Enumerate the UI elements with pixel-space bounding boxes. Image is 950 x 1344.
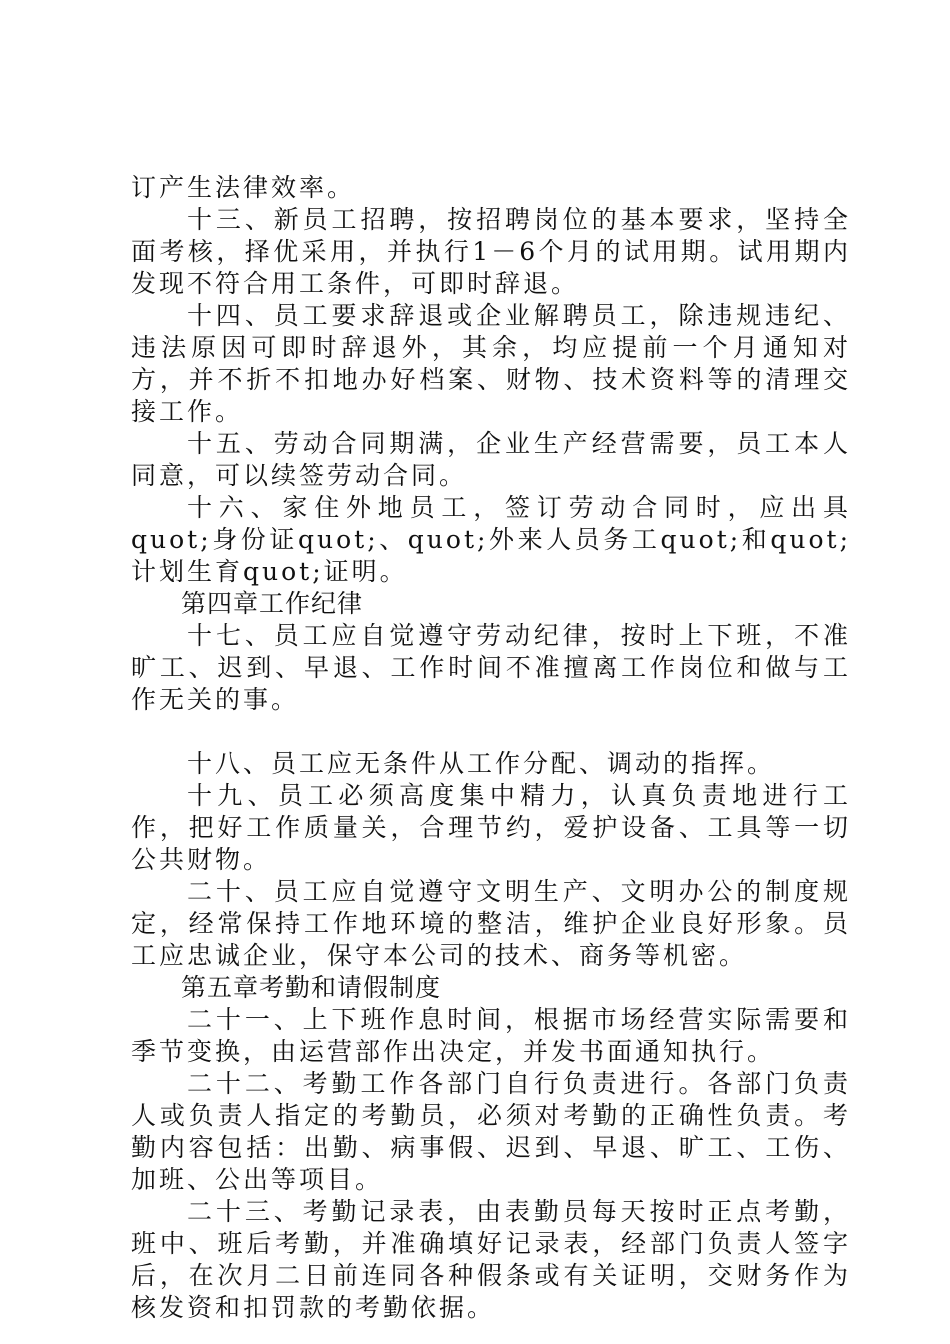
- article-22: 二十二、考勤工作各部门自行负责进行。各部门负责人或负责人指定的考勤员，必须对考勤的正确性负责。考勤内容包括：出勤、病事假、迟到、早退、旷工、工伤、加班、公出等项目。: [131, 1069, 851, 1194]
- article-23: 二十三、考勤记录表，由表勤员每天按时正点考勤，班中、班后考勤，并准确填好记录表，经部门负责人签字后，在次月二日前连同各种假条或有关证明，交财务作为核发资和扣罚款的考勤依据。: [131, 1197, 851, 1322]
- article-19: 十九、员工必须高度集中精力，认真负责地进行工作，把好工作质量关，合理节约，爱护设备、工具等一切公共财物。: [131, 781, 851, 874]
- article-21: 二十一、上下班作息时间，根据市场经营实际需要和季节变换，由运营部作出决定，并发书面通知执行。: [131, 1005, 851, 1066]
- article-15: 十五、劳动合同期满，企业生产经营需要，员工本人同意，可以续签劳动合同。: [131, 429, 851, 490]
- document-body: [131, 172, 851, 1324]
- article-17: 十七、员工应自觉遵守劳动纪律，按时上下班，不准旷工、迟到、早退、工作时间不准擅离工作岗位和做与工作无关的事。: [131, 621, 851, 714]
- chapter-5-heading: 第五章考勤和请假制度: [181, 973, 442, 1002]
- article-16: 十六、家住外地员工，签订劳动合同时，应出具quot;身份证quot;、quot;外来人员务工quot;和quot;计划生育quot;证明。: [131, 493, 851, 586]
- article-18: 十八、员工应无条件从工作分配、调动的指挥。: [187, 749, 776, 778]
- article-20: 二十、员工应自觉遵守文明生产、文明办公的制度规定，经常保持工作地环境的整洁，维护企业良好形象。员工应忠诚企业，保守本公司的技术、商务等机密。: [131, 877, 851, 970]
- article-13: 十三、新员工招聘，按招聘岗位的基本要求，坚持全面考核，择优采用，并执行1－6个月的试用期。试用期内发现不符合用工条件，可即时辞退。: [131, 205, 851, 298]
- paragraph-continuation: 订产生法律效率。: [131, 173, 356, 202]
- article-14: 十四、员工要求辞退或企业解聘员工，除违规违纪、违法原因可即时辞退外，其余，均应提前一个月通知对方，并不折不扣地办好档案、财物、技术资料等的清理交接工作。: [131, 301, 851, 426]
- chapter-4-heading: 第四章工作纪律: [181, 589, 364, 618]
